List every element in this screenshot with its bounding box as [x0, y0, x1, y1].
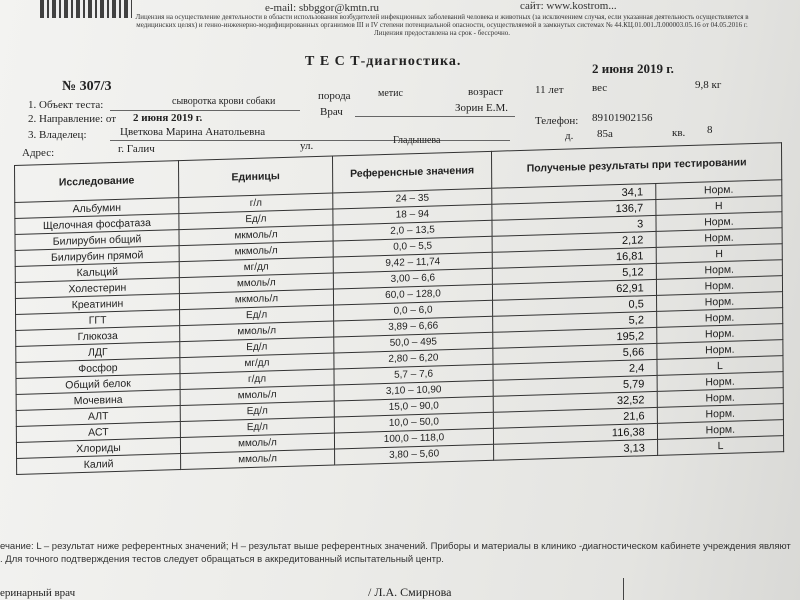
footnote	[0, 540, 800, 566]
cell-test-name: Глюкоза	[16, 326, 180, 347]
age-label: возраст	[468, 86, 504, 98]
cell-reference: 100,0 – 118,0	[334, 428, 493, 449]
cell-reference: 2,0 – 13,5	[333, 220, 492, 241]
footnote-line-2: . Для точного подтверждения тестов следует обращаться в аккредитованный испытательный центр.	[0, 554, 444, 565]
owner-label: 3. Владелец:	[28, 129, 87, 141]
cell-flag: Норм.	[656, 212, 782, 232]
cell-result: 195,2	[493, 327, 657, 348]
cell-unit: Ед/л	[180, 417, 334, 438]
apt-label: кв.	[672, 127, 686, 139]
cell-test-name: ЛДГ	[16, 342, 180, 363]
cell-unit: ммоль/л	[180, 433, 334, 454]
cell-test-name: Холестерин	[15, 278, 179, 299]
cell-reference: 3,00 – 6,6	[333, 268, 492, 289]
cell-flag: Норм.	[656, 292, 782, 312]
cell-reference: 5,7 – 7,6	[334, 364, 493, 385]
cell-test-name: Общий белок	[16, 374, 180, 395]
weight-value: 9,8 кг	[695, 79, 722, 91]
cell-result: 16,81	[492, 247, 656, 268]
cell-reference: 24 – 35	[333, 188, 492, 209]
address-label: Адрес:	[22, 147, 55, 159]
cell-reference: 0,0 – 6,0	[334, 300, 493, 321]
license-text: Лицензия на осуществление деятельности в области использования возбудителей инфекционных заболеваний человека и животных (за исключением случая, если указанная деятельность осуществляется в медицинских целях) и генно-инженерно-модифицированных организмов III и IV степени потенциальной опасности, осуществляемой в замкнутых системах № 44.КЦ.01.001.Л.000003.05.16 от 04.05.2016 г. Лицензия предоставлена на срок - бессрочно.	[135, 13, 749, 37]
cell-test-name: Хлориды	[16, 438, 180, 459]
cell-result: 34,1	[492, 183, 656, 204]
object-label: 1. Объект теста:	[28, 99, 104, 111]
cell-reference: 18 – 94	[333, 204, 492, 225]
cell-flag: Норм.	[655, 180, 781, 200]
cell-result: 21,6	[493, 407, 657, 428]
results-table	[14, 142, 784, 475]
referral-label: 2. Направление: от	[28, 113, 116, 125]
cell-test-name: ГГТ	[16, 310, 180, 331]
cell-test-name: Билирубин общий	[15, 230, 179, 251]
cell-reference: 15,0 – 90,0	[334, 396, 493, 417]
cell-unit: мг/дл	[180, 353, 334, 374]
breed-value: метис	[378, 88, 403, 99]
cell-reference: 9,42 – 11,74	[333, 252, 492, 273]
header-results: Полученые результаты при тестировании	[491, 143, 781, 189]
cell-unit: Ед/л	[179, 209, 333, 230]
cell-unit: г/дл	[180, 369, 334, 390]
cell-reference: 60,0 – 128,0	[333, 284, 492, 305]
cell-flag: Норм.	[657, 372, 783, 392]
house-label: д.	[565, 130, 574, 142]
cell-flag: Норм.	[656, 228, 782, 248]
weight-label: вес	[592, 82, 608, 94]
street-label: ул.	[300, 140, 314, 152]
cell-reference: 50,0 – 495	[334, 332, 493, 353]
header-reference: Референсные значения	[332, 151, 491, 193]
phone-value: 89101902156	[592, 112, 653, 124]
cell-unit: Ед/л	[180, 401, 334, 422]
document-title: Т Е С Т-диагностика.	[305, 54, 462, 69]
age-value: 11 лет	[535, 84, 564, 96]
street-value: Гладышева	[393, 135, 441, 146]
cell-result: 32,52	[493, 391, 657, 412]
cell-unit: ммоль/л	[181, 449, 335, 470]
object-value: сыворотка крови собаки	[172, 96, 276, 107]
cell-unit: мкмоль/л	[179, 289, 333, 310]
cell-unit: ммоль/л	[180, 385, 334, 406]
signature-mark	[623, 578, 624, 600]
breed-label: порода	[318, 90, 351, 102]
cell-result: 5,66	[493, 343, 657, 364]
cell-result: 3,13	[494, 439, 658, 460]
cell-unit: Ед/л	[180, 337, 334, 358]
city-value: г. Галич	[118, 143, 155, 155]
object-underline	[110, 110, 300, 111]
cell-reference: 10,0 – 50,0	[334, 412, 493, 433]
cell-flag: Норм.	[656, 260, 782, 280]
cell-result: 3	[492, 215, 656, 236]
doctor-value: Зорин Е.М.	[455, 102, 509, 114]
cell-result: 5,2	[493, 311, 657, 332]
table-body	[15, 180, 784, 475]
cell-reference: 3,10 – 10,90	[334, 380, 493, 401]
house-value: 85а	[597, 128, 613, 140]
header-email: e-mail: sbbggor@kmtn.ru	[265, 2, 380, 14]
cell-result: 62,91	[492, 279, 656, 300]
cell-test-name: АСТ	[16, 422, 180, 443]
cell-test-name: Кальций	[15, 262, 179, 283]
apt-value: 8	[707, 124, 713, 136]
cell-flag: Норм.	[656, 308, 782, 328]
header-units: Единицы	[178, 156, 332, 198]
cell-test-name: Креатинин	[15, 294, 179, 315]
cell-flag: Н	[656, 196, 782, 216]
cell-reference: 3,80 – 5,60	[335, 444, 494, 465]
header-site: сайт: www.kostrom...	[520, 0, 617, 12]
cell-result: 136,7	[492, 199, 656, 220]
cell-result: 5,12	[492, 263, 656, 284]
cell-flag: L	[657, 436, 783, 456]
cell-result: 0,5	[493, 295, 657, 316]
cell-unit: г/л	[179, 193, 333, 214]
header-test: Исследование	[15, 161, 179, 203]
cell-unit: ммоль/л	[179, 273, 333, 294]
cell-flag: Норм.	[656, 276, 782, 296]
cell-flag: Норм.	[657, 388, 783, 408]
referral-date: 2 июня 2019 г.	[133, 112, 203, 124]
cell-test-name: Мочевина	[16, 390, 180, 411]
cell-unit: Ед/л	[180, 305, 334, 326]
footnote-line-1: ечание: L – результат ниже референтных значений; Н – результат выше референтных значений. Приборы и материалы в клинико -диагностическом кабинете учреждения являют	[0, 541, 791, 552]
cell-unit: мг/дл	[179, 257, 333, 278]
cell-test-name: Щелочная фосфатаза	[15, 214, 179, 235]
cell-result: 116,38	[493, 423, 657, 444]
cell-test-name: Билирубин прямой	[15, 246, 179, 267]
cell-result: 2,4	[493, 359, 657, 380]
cell-flag: Норм.	[657, 340, 783, 360]
cell-test-name: Калий	[17, 454, 181, 475]
cell-flag: Норм.	[657, 404, 783, 424]
cell-flag: Н	[656, 244, 782, 264]
doctor-label: Врач	[320, 106, 343, 118]
cell-result: 2,12	[492, 231, 656, 252]
signature: / Л.А. Смирнова	[368, 585, 452, 599]
cell-reference: 2,80 – 6,20	[334, 348, 493, 369]
cell-unit: ммоль/л	[180, 321, 334, 342]
cell-test-name: Альбумин	[15, 198, 179, 219]
cell-result: 5,79	[493, 375, 657, 396]
cell-flag: Норм.	[657, 420, 783, 440]
qr-code-icon	[40, 0, 132, 18]
doctor-underline	[355, 116, 515, 117]
owner-value: Цветкова Марина Анатольевна	[120, 126, 266, 138]
vet-label: еринарный врач	[0, 587, 76, 599]
cell-reference: 3,89 – 6,66	[334, 316, 493, 337]
document-number: № 307/3	[62, 79, 112, 94]
cell-reference: 0,0 – 5,5	[333, 236, 492, 257]
cell-flag: L	[657, 356, 783, 376]
phone-label: Телефон:	[535, 115, 579, 127]
document-date: 2 июня 2019 г.	[592, 61, 674, 76]
cell-test-name: Фосфор	[16, 358, 180, 379]
cell-unit: мкмоль/л	[179, 225, 333, 246]
cell-unit: мкмоль/л	[179, 241, 333, 262]
cell-test-name: АЛТ	[16, 406, 180, 427]
cell-flag: Норм.	[657, 324, 783, 344]
